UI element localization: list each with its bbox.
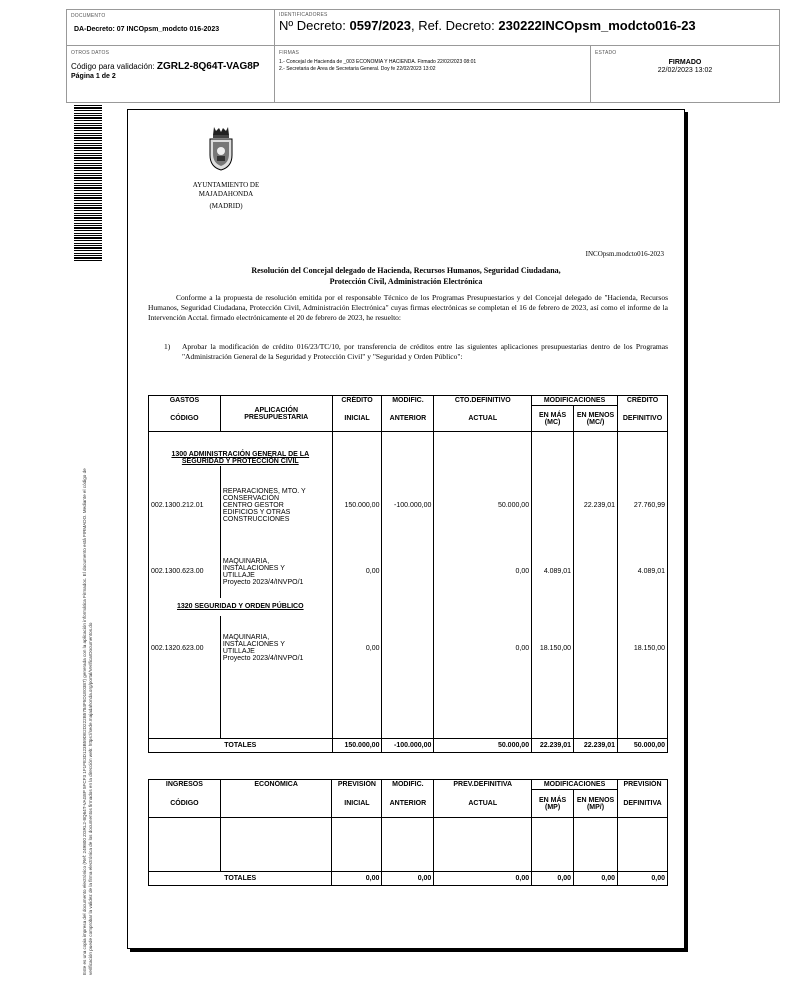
title-line-1: Resolución del Concejal delegado de Hacienda, Recursos Humanos, Seguridad Ciudadana, — [251, 266, 561, 275]
otros-datos-cell — [67, 46, 275, 102]
letterhead-line-3: (MADRID) — [209, 202, 243, 210]
item-number: 1) — [164, 342, 171, 351]
ih-modificaciones: MODIFICACIONES — [532, 780, 618, 790]
row3-enmas: 18.150,00 — [532, 616, 574, 681]
ih-anterior: ANTERIOR — [382, 790, 434, 818]
documento-label: DOCUMENTO — [71, 13, 106, 19]
ih-ingresos: INGRESOS — [149, 780, 221, 790]
itot-enmas: 0,00 — [532, 872, 574, 886]
table-row — [149, 616, 668, 681]
firmas-label: FIRMAS — [279, 50, 300, 56]
document-page — [127, 109, 685, 949]
document-header — [66, 9, 780, 103]
row2-actual: 0,00 — [434, 546, 532, 598]
ih-inicial: INICIAL — [332, 790, 382, 818]
ih-economica: ECONÓMICA — [220, 780, 332, 790]
tot-actual: 50.000,00 — [434, 739, 532, 753]
itot-definitiva: 0,00 — [618, 872, 668, 886]
decreto-number: 0597/2023 — [349, 18, 411, 33]
row1-enmas — [532, 466, 574, 546]
ih-prevdef: PREV.DEFINITIVA — [434, 780, 532, 790]
row2-enmenos — [574, 546, 618, 598]
tot-inicial: 150.000,00 — [332, 739, 382, 753]
firmas-cell — [275, 46, 591, 102]
resolution-item — [164, 342, 668, 362]
barcode-image — [74, 105, 102, 263]
ih-prevision2: PREVISIÓN — [618, 780, 668, 790]
side-text-line-1: Este es una copia impresa del documento electrónico (Ref: 249800 ZGRL2-8Q64T-VAG8P 5FCF3 1F1FE3D123B59DE2D222B5784F5D1E0387) generada con la aplicación informática Firmadoc. El documento está FIRMADO. Mediante el código de — [82, 468, 87, 975]
documento-value: DA-Decreto: 07 INCOpsm_modcto 016-2023 — [74, 26, 220, 33]
row1-desc-1: REPARACIONES, MTO. Y — [222, 488, 306, 495]
resolution-title — [148, 265, 664, 287]
row2-desc-4: Proyecto 2023/4/INVPO/1 — [222, 578, 304, 586]
identificadores-label: IDENTIFICADORES — [279, 12, 328, 18]
decreto-prefix: Nº Decreto: — [279, 18, 346, 33]
tot-definitivo: 50.000,00 — [618, 739, 668, 753]
row1-actual: 50.000,00 — [434, 466, 532, 546]
otros-label: OTROS DATOS — [71, 50, 110, 56]
row3-desc-4: Proyecto 2023/4/INVPO/1 — [222, 655, 304, 662]
ih-codigo: CÓDIGO — [149, 790, 221, 818]
h-gastos: GASTOS — [149, 396, 221, 406]
estado-cell — [591, 46, 779, 102]
row3-desc-1: MAQUINARIA, — [222, 634, 270, 641]
row3-desc-3: UTILLAJE — [222, 648, 255, 655]
itot-enmenos: 0,00 — [574, 872, 618, 886]
h-definitivo: DEFINITIVO — [618, 406, 668, 432]
blank-row — [149, 681, 668, 739]
row2-codigo: 002.1300.623.00 — [149, 546, 221, 598]
row1-desc-5: CONSTRUCCIONES — [222, 516, 290, 523]
row2-desc-2: INSTALACIONES Y — [222, 564, 285, 572]
h-enmenos: EN MENOS (MC/) — [574, 406, 618, 432]
title-line-2: Protección Civil, Administración Electrónica — [329, 277, 483, 286]
h-aplicacion: APLICACIÓN PRESUPUESTARIA — [220, 396, 332, 432]
h-inicial: INICIAL — [332, 406, 382, 432]
row1-desc-4: EDIFICIOS Y OTRAS — [222, 509, 291, 516]
ref-value: 230222INCOpsm_modcto016-23 — [498, 18, 696, 33]
ingresos-header-row-2 — [149, 790, 668, 818]
row3-definitivo: 18.150,00 — [618, 616, 668, 681]
row1-codigo: 002.1300.212.01 — [149, 466, 221, 546]
row1-desc-2: CONSERVACIÓN — [222, 495, 280, 502]
h-codigo: CÓDIGO — [149, 406, 221, 432]
letterhead — [166, 181, 286, 211]
estado-value: FIRMADO — [668, 59, 702, 66]
firma-1: 1.- Concejal de Hacienda de _003 ECONOMIA Y HACIENDA. Firmado 22/02/2023 08:01 — [279, 59, 477, 65]
ih-enmas: EN MÁS (MP) — [532, 790, 574, 818]
intro-paragraph: Conforme a la propuesta de resolución emitida por el responsable Técnico de los Programas Presupuestarios y del Concejal delegado de "Hacienda, Recursos Humanos, Seguridad Ciudadana, Protección Civil, Administración Electrónica" cuyas firmas electrónicas se completan el 16 de febrero de 2023, así como el informe de la Intervención Acctal. firmado electrónicamente el 20 de febrero de 2023, he resuelto: — [148, 293, 668, 322]
row2-inicial: 0,00 — [332, 546, 382, 598]
document-reference: INCOpsm.modcto016-2023 — [585, 250, 664, 258]
row2-anterior — [382, 546, 434, 598]
ingresos-table — [148, 779, 668, 886]
row2-enmas: 4.089,01 — [532, 546, 574, 598]
estado-date: 22/02/2023 13:02 — [657, 67, 713, 74]
gastos-table — [148, 395, 668, 753]
estado-label: ESTADO — [595, 50, 617, 56]
section-row-1320 — [149, 598, 668, 616]
row1-enmenos: 22.239,01 — [574, 466, 618, 546]
gastos-totals-row — [149, 739, 668, 753]
h-credito2: CRÉDITO — [618, 396, 668, 406]
gastos-totales-label: TOTALES — [149, 739, 333, 753]
h-credito: CRÉDITO — [332, 396, 382, 406]
ingresos-totales-label: TOTALES — [149, 872, 332, 886]
ih-modific: MODIFIC. — [382, 780, 434, 790]
codigo-prefix: Código para validación: — [71, 62, 155, 71]
table-row — [149, 466, 668, 546]
row2-desc-3: UTILLAJE — [222, 571, 255, 579]
row3-codigo: 002.1320.623.00 — [149, 616, 221, 681]
h-actual: ACTUAL — [434, 406, 532, 432]
row1-definitivo: 27.760,99 — [618, 466, 668, 546]
letterhead-line-1: AYUNTAMIENTO DE — [192, 181, 260, 189]
row1-desc-3: CENTRO GESTOR — [222, 502, 284, 509]
tot-enmenos: 22.239,01 — [574, 739, 618, 753]
letterhead-line-2: MAJADAHONDA — [198, 190, 254, 198]
row2-desc-1: MAQUINARIA, — [222, 557, 270, 565]
row3-actual: 0,00 — [434, 616, 532, 681]
coat-of-arms-icon — [206, 125, 236, 171]
codigo-value: ZGRL2-8Q64T-VAG8P — [156, 61, 260, 72]
ref-prefix: , Ref. Decreto: — [410, 18, 495, 33]
ih-actual: ACTUAL — [434, 790, 532, 818]
row3-inicial: 0,00 — [332, 616, 382, 681]
section-1300: 1300 ADMINISTRACIÓN GENERAL DE LA SEGURIDAD Y PROTECCIÓN CIVIL — [149, 432, 333, 466]
itot-actual: 0,00 — [434, 872, 532, 886]
h-ctodef: CTO.DEFINITIVO — [434, 396, 532, 406]
ingresos-header-row-1 — [149, 780, 668, 790]
table-row — [149, 546, 668, 598]
verification-side-text — [82, 305, 94, 975]
h-enmas: EN MÁS (MC) — [532, 406, 574, 432]
itot-anterior: 0,00 — [382, 872, 434, 886]
ingresos-totals-row — [149, 872, 668, 886]
row2-definitivo: 4.089,01 — [618, 546, 668, 598]
ih-definitiva: DEFINITIVA — [618, 790, 668, 818]
row3-anterior — [382, 616, 434, 681]
row1-inicial: 150.000,00 — [332, 466, 382, 546]
ih-enmenos: EN MENOS (MP/) — [574, 790, 618, 818]
blank-row — [149, 818, 668, 872]
ih-prevision: PREVISIÓN — [332, 780, 382, 790]
h-modificaciones: MODIFICACIONES — [532, 396, 618, 406]
page-count: Página 1 de 2 — [71, 73, 116, 80]
tot-enmas: 22.239,01 — [532, 739, 574, 753]
row1-anterior: -100.000,00 — [382, 466, 434, 546]
firma-2: 2.- Secretaria de Area de Secretaria General. Doy fe 22/02/2023 13:02 — [279, 66, 436, 72]
row3-enmenos — [574, 616, 618, 681]
documento-cell — [67, 10, 275, 46]
side-text-line-2: verificación puede comprobar la validez de la firma electrónica de los documentos firmados en la dirección web: https://sede.majadahonda.org/portal/VerificarDocumentos.do — [88, 622, 93, 975]
row3-desc-2: INSTALACIONES Y — [222, 641, 285, 648]
h-modific: MODIFIC. — [382, 396, 434, 406]
section-row-1300 — [149, 432, 668, 466]
h-anterior: ANTERIOR — [382, 406, 434, 432]
item-text: Aprobar la modificación de crédito 016/23/TC/10, por transferencia de créditos entre las siguientes aplicaciones presupuestarias dentro de los Programas "Administración General de la Seguridad y Protección Civil" y "Seguridad y Orden Público": — [182, 342, 668, 361]
itot-inicial: 0,00 — [332, 872, 382, 886]
gastos-header-row-1 — [149, 396, 668, 406]
section-1320: 1320 SEGURIDAD Y ORDEN PÚBLICO — [149, 598, 333, 616]
identificadores-cell — [275, 10, 779, 46]
tot-anterior: -100.000,00 — [382, 739, 434, 753]
